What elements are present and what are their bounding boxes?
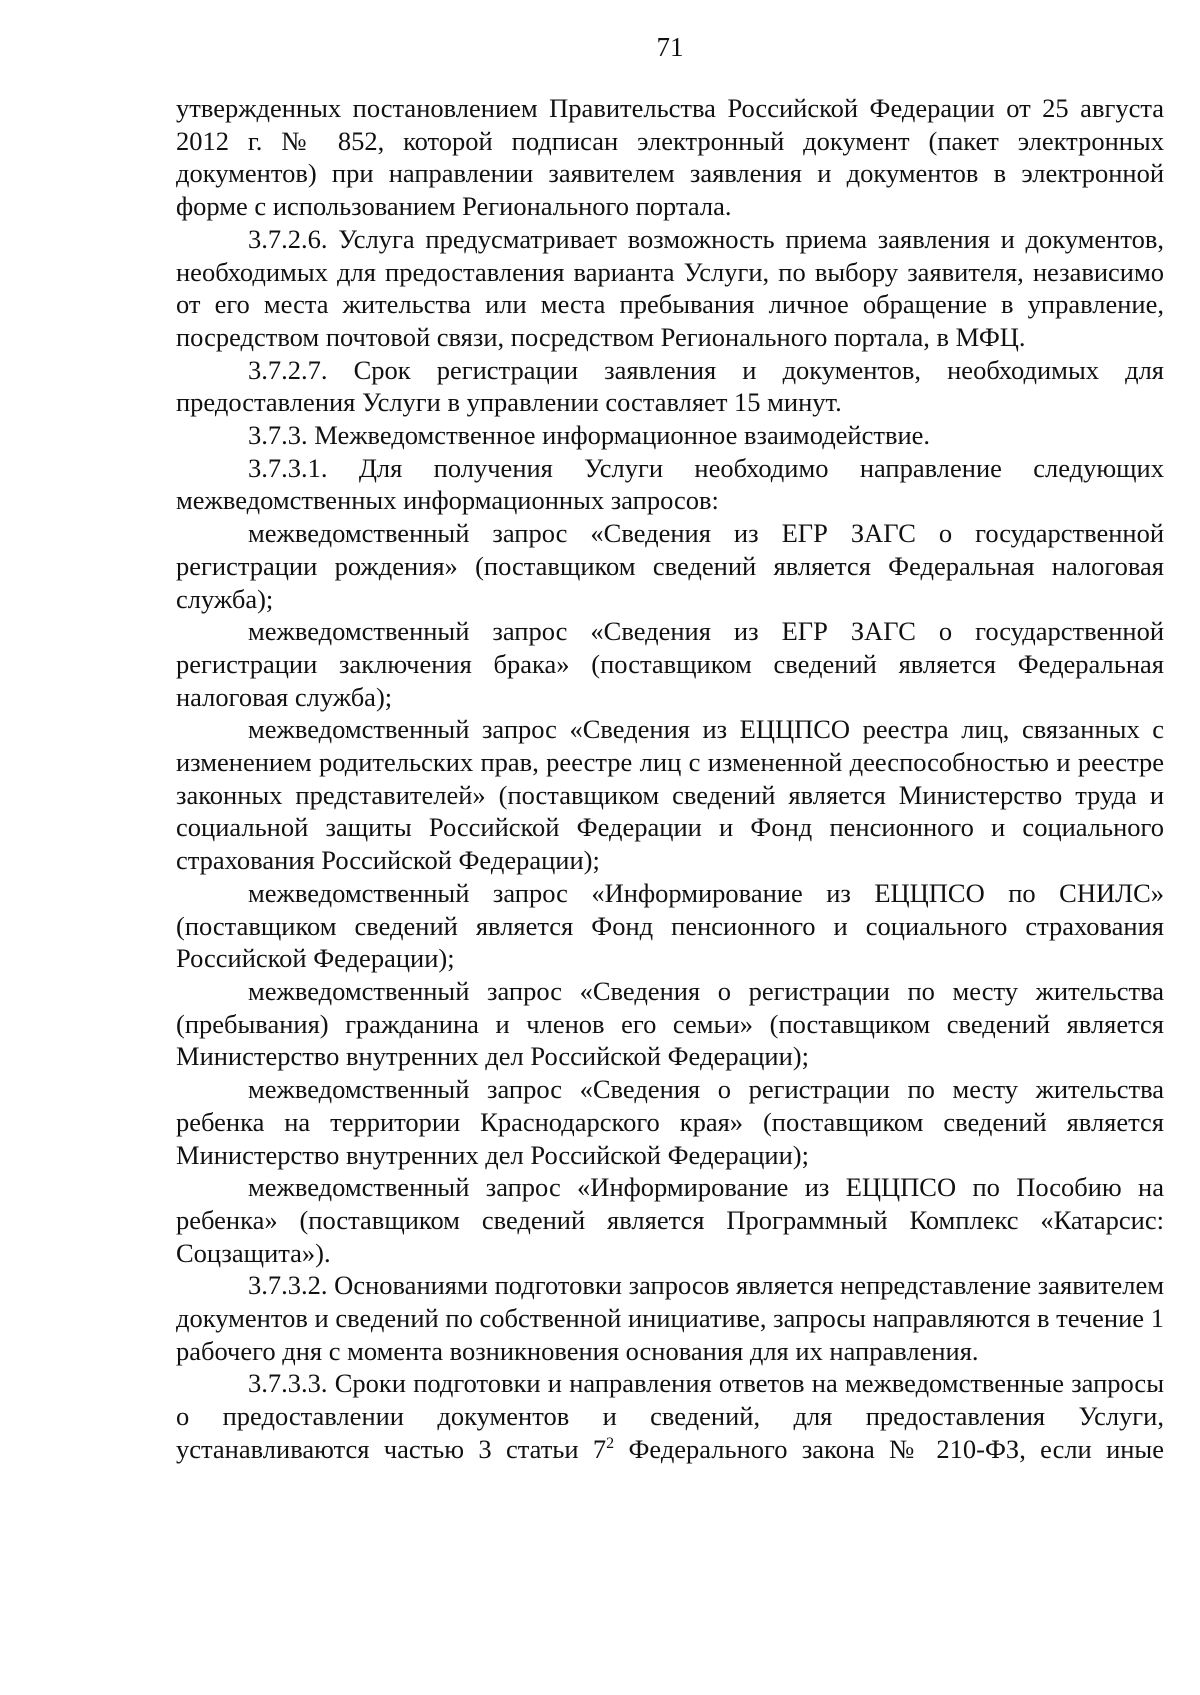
list-item-request-registration-child: межведомственный запрос «Сведения о регистрации по месту жительства ребенка на территории Краснодарского края» (поставщиком сведений является Министерство внутренних дел Российской Федерации); <box>176 1074 1164 1170</box>
paragraph-3-7-3-3-tail: Федерального закона № 210-ФЗ, если иные <box>614 1433 1164 1464</box>
page-number: 71 <box>656 32 684 62</box>
paragraph-3-7-3-3-text: 3.7.3.3. Сроки подготовки и направления ответов на межведомственные запросы о предоставлении документов и сведений, для предоставления Услуги, устанавливаются частью 3 статьи 7 <box>176 1368 1164 1464</box>
paragraph-3-7-3: 3.7.3. Межведомственное информационное взаимодействие. <box>248 420 931 451</box>
paragraph-3-7-2-6: 3.7.2.6. Услуга предусматривает возможность приема заявления и документов, необходимых для предоставления варианта Услуги, по выбору заявителя, независимо от его места жительства или места пребывания личное обращение в управление, посредством почтовой связи, посредством Регионального портала, в МФЦ. <box>176 223 1164 352</box>
list-item-request-snils: межведомственный запрос «Информирование из ЕЦЦПСО по СНИЛС» (поставщиком сведений является Фонд пенсионного и социального страхования Российской Федерации); <box>176 877 1164 974</box>
list-item-request-parental-rights: межведомственный запрос «Сведения из ЕЦЦПСО реестра лиц, связанных с изменением родительских прав, реестре лиц с измененной дееспособностью и реестре законных представителей» (поставщиком сведений является Министерство труда и социальной защиты Российской Федерации и Фонд пенсионного и социального страхования Российской Федерации); <box>176 714 1164 876</box>
paragraph-3-7-2-7: 3.7.2.7. Срок регистрации заявления и документов, необходимых для предоставления Услуги в управлении составляет 15 минут. <box>176 354 1164 418</box>
list-item-request-birth: межведомственный запрос «Сведения из ЕГР ЗАГС о государственной регистрации рождения» (поставщиком сведений является Федеральная налоговая служба); <box>176 518 1164 614</box>
list-item-request-registration-family: межведомственный запрос «Сведения о регистрации по месту жительства (пребывания) гражданина и членов его семьи» (поставщиком сведений является Министерство внутренних дел Российской Федерации); <box>176 975 1164 1072</box>
paragraph-3-7-3-2: 3.7.3.2. Основаниями подготовки запросов является непредставление заявителем документов и сведений по собственной инициативе, запросы направляются в течение 1 рабочего дня с момента возникновения основания для их направления. <box>176 1270 1164 1366</box>
paragraph-3-7-3-3 <box>176 1367 1164 1465</box>
list-item-request-child-benefit: межведомственный запрос «Информирование из ЕЦЦПСО по Пособию на ребенка» (поставщиком сведений является Программный Комплекс «Катарсис: Соцзащита»). <box>176 1172 1164 1268</box>
paragraph-3-7-3-1: 3.7.3.1. Для получения Услуги необходимо направление следующих межведомственных информационных запросов: <box>176 452 1164 516</box>
paragraph-continuation: утвержденных постановлением Правительства Российской Федерации от 25 августа 2012 г. № 852, которой подписан электронный документ (пакет электронных документов) при направлении заявителем заявления и документов в электронной форме с использованием Регионального портала. <box>176 93 1164 222</box>
document-body <box>176 92 1164 1466</box>
superscript: 2 <box>606 1435 615 1452</box>
list-item-request-marriage: межведомственный запрос «Сведения из ЕГР ЗАГС о государственной регистрации заключения брака» (поставщиком сведений является Федеральная налоговая служба); <box>176 616 1164 712</box>
